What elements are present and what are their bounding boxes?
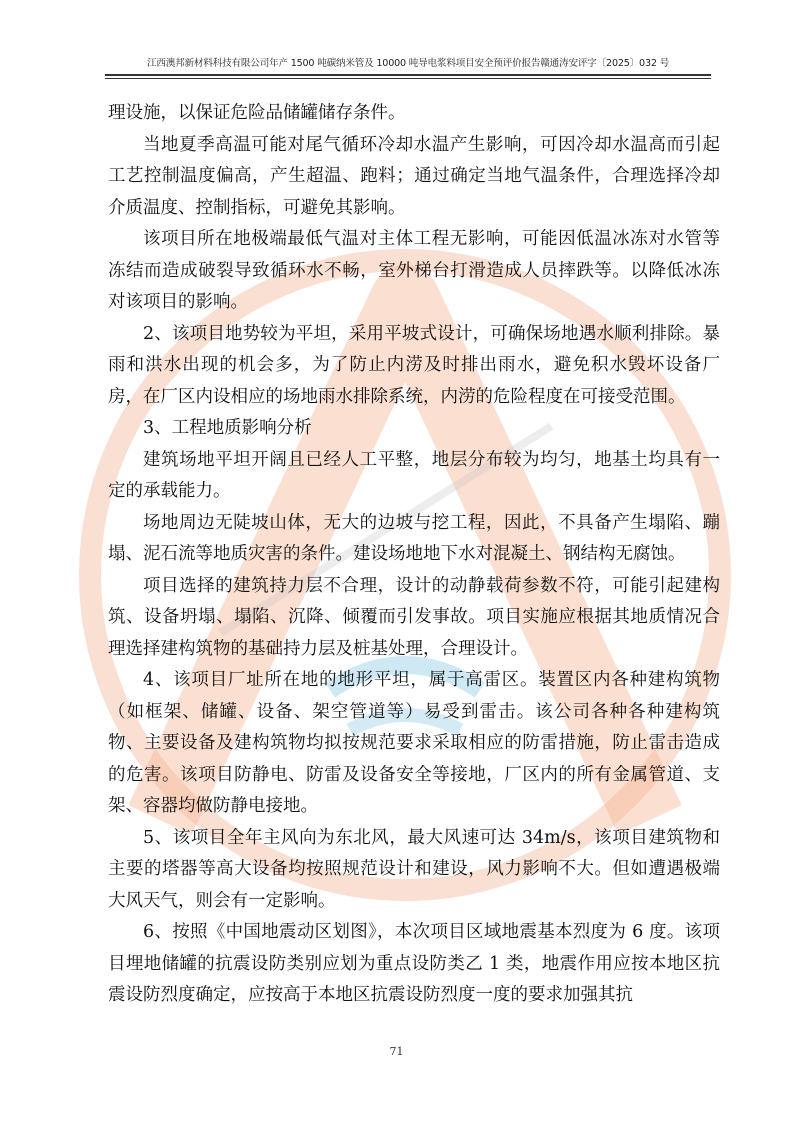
paragraph: 项目选择的建筑持力层不合理，设计的动静载荷参数不符，可能引起建构筑、设备坍塌、塌陷、沉降、倾覆而引发事故。项目实施应根据其地质情况合理选择建构筑物的基础持力层及桩基处理，合理设计。 — [108, 575, 720, 659]
paragraph: 6、按照《中国地震动区划图》，本次项目区域地震基本烈度为 6 度。该项目埋地储罐的抗震设防类别应划为重点设防类乙 1 类，地震作用应按本地区抗震设防烈度确定，应按高于本地区抗震设防烈度一度的要求加强其抗 — [108, 922, 720, 1005]
document-body — [108, 98, 720, 1012]
paragraph: 该项目所在地极端最低气温对主体工程无影响，可能因低温冰冻对水管等冻结而造成破裂导致循环水不畅，室外梯台打滑造成人员摔跌等。以降低冰冻对该项目的影响。 — [108, 229, 720, 312]
paragraph: 理设施，以保证危险品储罐储存条件。 — [108, 103, 406, 123]
page-header: 江西澳邦新材料科技有限公司年产 1500 吨碳纳米管及 10000 吨导电浆料项目安全预评价报告赣通涛安评字〔2025〕032 号 — [105, 55, 711, 76]
page-number: 71 — [389, 1045, 404, 1058]
paragraph: 5、该项目全年主风向为东北风，最大风速可达 34m/s，该项目建筑物和主要的塔器等高大设备均按照规范设计和建设，风力影响不大。但如遭遇极端大风天气，则会有一定影响。 — [108, 827, 720, 911]
paragraph: 建筑场地平坦开阔且已经人工平整，地层分布较为均匀，地基土均具有一定的承载能力。 — [108, 449, 720, 501]
paragraph: 2、该项目地势较为平坦，采用平坡式设计，可确保场地遇水顺利排除。暴雨和洪水出现的机会多，为了防止内涝及时排出雨水，避免积水毁坏设备厂房，在厂区内设相应的场地雨水排除系统，内涝的危险程度在可接受范围。 — [108, 323, 720, 407]
section-heading: 3、工程地质影响分析 — [143, 418, 312, 438]
paragraph: 当地夏季高温可能对尾气循环冷却水温产生影响，可因冷却水温高而引起工艺控制温度偏高，产生超温、跑料；通过确定当地气温条件，合理选择冷却介质温度、控制指标，可避免其影响。 — [108, 134, 720, 218]
paragraph: 场地周边无陡坡山体，无大的边坡与挖工程，因此，不具备产生塌陷、蹦塌、泥石流等地质灾害的条件。建设场地地下水对混凝土、钢结构无腐蚀。 — [108, 512, 720, 564]
paragraph: 4、该项目厂址所在地的地形平坦，属于高雷区。装置区内各种建构筑物（如框架、储罐、设备、架空管道等）易受到雷击。该公司各种各种建构筑物、主要设备及建构筑物均拟按规范要求采取相应的防雷措施，防止雷击造成的危害。该项目防静电、防雷及设备安全等接地，厂区内的所有金属管道、支架、容器均做防静电接地。 — [108, 670, 720, 816]
